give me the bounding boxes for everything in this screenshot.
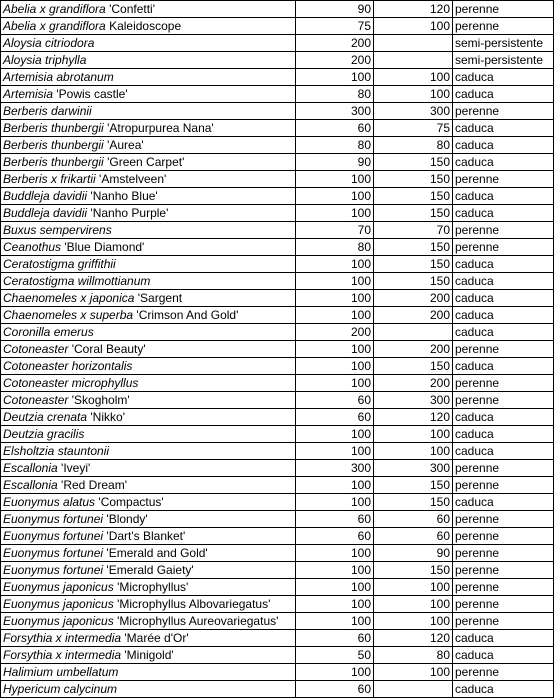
- species-genus: Euonymus japonicus: [3, 597, 114, 611]
- cell-width[interactable]: 150: [374, 494, 453, 511]
- cell-height[interactable]: 100: [296, 579, 374, 596]
- cell-species-name[interactable]: [1, 477, 296, 494]
- cell-width[interactable]: 120: [374, 630, 453, 647]
- species-genus: Buddleja davidii: [3, 189, 88, 203]
- table-row: [1, 613, 554, 630]
- cell-species-name[interactable]: [1, 681, 296, 698]
- table-row: [1, 307, 554, 324]
- species-cultivar: 'Minigold': [124, 648, 174, 662]
- cell-width[interactable]: 150: [374, 171, 453, 188]
- cell-height[interactable]: 100: [296, 256, 374, 273]
- cell-foliage-type[interactable]: caduca: [453, 273, 554, 290]
- table-row: [1, 171, 554, 188]
- cell-species-name[interactable]: [1, 188, 296, 205]
- species-genus: Deutzia crenata: [3, 410, 88, 424]
- cell-species-name[interactable]: [1, 205, 296, 222]
- cell-height[interactable]: 100: [296, 69, 374, 86]
- species-genus: Aloysia citriodora: [3, 36, 95, 50]
- cell-foliage-type[interactable]: semi-persistente: [453, 35, 554, 52]
- cell-width[interactable]: [374, 35, 453, 52]
- table-row: [1, 647, 554, 664]
- cell-foliage-type[interactable]: caduca: [453, 120, 554, 137]
- cell-width[interactable]: 60: [374, 511, 453, 528]
- species-genus: Cotoneaster microphyllus: [3, 376, 139, 390]
- species-genus: Euonymus fortunei: [3, 529, 104, 543]
- cell-species-name[interactable]: [1, 409, 296, 426]
- species-genus: Cotoneaster: [3, 342, 69, 356]
- cell-foliage-type[interactable]: semi-persistente: [453, 52, 554, 69]
- cell-height[interactable]: 50: [296, 647, 374, 664]
- cell-foliage-type[interactable]: caduca: [453, 137, 554, 154]
- cell-foliage-type[interactable]: perenne: [453, 528, 554, 545]
- cell-species-name[interactable]: [1, 18, 296, 35]
- cell-species-name[interactable]: [1, 545, 296, 562]
- cell-height[interactable]: 100: [296, 494, 374, 511]
- cell-species-name[interactable]: [1, 52, 296, 69]
- table-row: [1, 154, 554, 171]
- cell-height[interactable]: 100: [296, 664, 374, 681]
- cell-width[interactable]: [374, 324, 453, 341]
- cell-species-name[interactable]: [1, 511, 296, 528]
- cell-species-name[interactable]: [1, 290, 296, 307]
- cell-species-name[interactable]: [1, 596, 296, 613]
- cell-height[interactable]: 100: [296, 307, 374, 324]
- cell-width[interactable]: 100: [374, 18, 453, 35]
- species-cultivar: 'Emerald Gaiety': [106, 563, 194, 577]
- cell-foliage-type[interactable]: caduca: [453, 307, 554, 324]
- species-genus: Forsythia x intermedia: [3, 631, 122, 645]
- cell-species-name[interactable]: [1, 239, 296, 256]
- table-row: [1, 1, 554, 18]
- species-genus: Deutzia gracilis: [3, 427, 85, 441]
- cell-height[interactable]: 75: [296, 18, 374, 35]
- cell-species-name[interactable]: [1, 562, 296, 579]
- table-row: [1, 630, 554, 647]
- species-genus: Elsholtzia stauntonii: [3, 444, 110, 458]
- cell-height[interactable]: 60: [296, 409, 374, 426]
- cell-height[interactable]: 80: [296, 239, 374, 256]
- cell-species-name[interactable]: [1, 647, 296, 664]
- table-row: [1, 35, 554, 52]
- cell-species-name[interactable]: [1, 358, 296, 375]
- cell-width[interactable]: 100: [374, 86, 453, 103]
- cell-height[interactable]: 100: [296, 188, 374, 205]
- table-row: [1, 52, 554, 69]
- cell-foliage-type[interactable]: caduca: [453, 69, 554, 86]
- species-genus: Ceanothus: [3, 240, 62, 254]
- cell-width[interactable]: 100: [374, 426, 453, 443]
- cell-width[interactable]: 300: [374, 103, 453, 120]
- cell-foliage-type[interactable]: perenne: [453, 545, 554, 562]
- cell-height[interactable]: 90: [296, 154, 374, 171]
- cell-species-name[interactable]: [1, 35, 296, 52]
- species-cultivar: 'Nikko': [90, 410, 125, 424]
- cell-height[interactable]: 100: [296, 426, 374, 443]
- cell-width[interactable]: 120: [374, 1, 453, 18]
- cell-foliage-type[interactable]: perenne: [453, 1, 554, 18]
- species-cultivar: 'Compactus': [98, 495, 164, 509]
- species-genus: Aloysia triphylla: [3, 53, 87, 67]
- cell-species-name[interactable]: [1, 69, 296, 86]
- cell-foliage-type[interactable]: perenne: [453, 664, 554, 681]
- species-cultivar: 'Marée d'Or': [124, 631, 189, 645]
- cell-height[interactable]: 60: [296, 630, 374, 647]
- species-genus: Euonymus alatus: [3, 495, 96, 509]
- cell-width[interactable]: 300: [374, 392, 453, 409]
- species-cultivar: 'Blondy': [106, 512, 148, 526]
- cell-width[interactable]: 100: [374, 596, 453, 613]
- species-genus: Cotoneaster horizontalis: [3, 359, 133, 373]
- cell-height[interactable]: 100: [296, 477, 374, 494]
- cell-foliage-type[interactable]: caduca: [453, 681, 554, 698]
- cell-foliage-type[interactable]: perenne: [453, 375, 554, 392]
- table-row: [1, 579, 554, 596]
- cell-width[interactable]: 150: [374, 562, 453, 579]
- table-row: [1, 375, 554, 392]
- cell-species-name[interactable]: [1, 307, 296, 324]
- table-row: [1, 477, 554, 494]
- cell-width[interactable]: 150: [374, 239, 453, 256]
- cell-species-name[interactable]: [1, 86, 296, 103]
- species-genus: Berberis thunbergii: [3, 155, 104, 169]
- species-genus: Escallonia: [3, 461, 58, 475]
- cell-foliage-type[interactable]: caduca: [453, 443, 554, 460]
- cell-height[interactable]: 60: [296, 392, 374, 409]
- species-genus: Ceratostigma willmottianum: [3, 274, 151, 288]
- cell-species-name[interactable]: [1, 1, 296, 18]
- species-genus: Artemisia abrotanum: [3, 70, 114, 84]
- table-row: [1, 137, 554, 154]
- table-row: [1, 222, 554, 239]
- cell-width[interactable]: 100: [374, 613, 453, 630]
- table-row: [1, 664, 554, 681]
- species-cultivar: 'Emerald and Gold': [106, 546, 208, 560]
- cell-height[interactable]: 100: [296, 375, 374, 392]
- cell-foliage-type[interactable]: caduca: [453, 647, 554, 664]
- table-row: [1, 392, 554, 409]
- species-genus: Berberis thunbergii: [3, 138, 104, 152]
- cell-width[interactable]: [374, 52, 453, 69]
- table-row: [1, 494, 554, 511]
- cell-width[interactable]: 150: [374, 154, 453, 171]
- species-genus: Buddleja davidii: [3, 206, 88, 220]
- table-row: [1, 528, 554, 545]
- species-cultivar: 'Crimson And Gold': [136, 308, 239, 322]
- species-cultivar: 'Powis castle': [56, 87, 128, 101]
- species-genus: Buxus sempervirens: [3, 223, 112, 237]
- species-cultivar: 'Confetti': [109, 2, 156, 16]
- species-cultivar: 'Skogholm': [71, 393, 130, 407]
- species-cultivar: 'Nanho Purple': [90, 206, 169, 220]
- cell-width[interactable]: 150: [374, 188, 453, 205]
- species-cultivar: 'Aurea': [107, 138, 144, 152]
- table-row: [1, 358, 554, 375]
- cell-foliage-type[interactable]: caduca: [453, 290, 554, 307]
- cell-height[interactable]: 200: [296, 35, 374, 52]
- cell-width[interactable]: 150: [374, 273, 453, 290]
- plant-table-body: [1, 1, 554, 698]
- species-genus: Berberis x frikartii: [3, 172, 96, 186]
- species-genus: Euonymus fortunei: [3, 563, 104, 577]
- cell-foliage-type[interactable]: caduca: [453, 409, 554, 426]
- species-cultivar: 'Red Dream': [61, 478, 127, 492]
- cell-species-name[interactable]: [1, 120, 296, 137]
- cell-height[interactable]: 100: [296, 562, 374, 579]
- cell-height[interactable]: 300: [296, 103, 374, 120]
- table-row: [1, 205, 554, 222]
- cell-foliage-type[interactable]: caduca: [453, 494, 554, 511]
- cell-width[interactable]: 75: [374, 120, 453, 137]
- cell-width[interactable]: 100: [374, 664, 453, 681]
- species-genus: Ceratostigma griffithii: [3, 257, 116, 271]
- table-row: [1, 426, 554, 443]
- table-row: [1, 562, 554, 579]
- cell-height[interactable]: 100: [296, 545, 374, 562]
- cell-foliage-type[interactable]: perenne: [453, 392, 554, 409]
- cell-foliage-type[interactable]: caduca: [453, 205, 554, 222]
- cell-foliage-type[interactable]: caduca: [453, 630, 554, 647]
- species-cultivar: 'Coral Beauty': [71, 342, 146, 356]
- species-genus: Chaenomeles x superba: [3, 308, 134, 322]
- cell-foliage-type[interactable]: perenne: [453, 460, 554, 477]
- cell-height[interactable]: 60: [296, 511, 374, 528]
- cell-species-name[interactable]: [1, 494, 296, 511]
- cell-foliage-type[interactable]: perenne: [453, 477, 554, 494]
- cell-foliage-type[interactable]: perenne: [453, 171, 554, 188]
- cell-foliage-type[interactable]: caduca: [453, 358, 554, 375]
- cell-foliage-type[interactable]: perenne: [453, 222, 554, 239]
- table-row: [1, 511, 554, 528]
- table-row: [1, 239, 554, 256]
- cell-species-name[interactable]: [1, 103, 296, 120]
- cell-foliage-type[interactable]: perenne: [453, 596, 554, 613]
- cell-height[interactable]: 60: [296, 681, 374, 698]
- cell-width[interactable]: 80: [374, 137, 453, 154]
- cell-width[interactable]: 150: [374, 256, 453, 273]
- cell-species-name[interactable]: [1, 630, 296, 647]
- cell-height[interactable]: 100: [296, 613, 374, 630]
- species-cultivar: Kaleidoscope: [109, 19, 182, 33]
- cell-foliage-type[interactable]: perenne: [453, 341, 554, 358]
- cell-species-name[interactable]: [1, 460, 296, 477]
- species-genus: Euonymus japonicus: [3, 614, 114, 628]
- cell-width[interactable]: 100: [374, 69, 453, 86]
- cell-width[interactable]: 200: [374, 375, 453, 392]
- species-genus: Artemisia: [3, 87, 54, 101]
- species-cultivar: 'Sargent: [137, 291, 183, 305]
- cell-height[interactable]: 100: [296, 358, 374, 375]
- cell-species-name[interactable]: [1, 375, 296, 392]
- cell-foliage-type[interactable]: caduca: [453, 324, 554, 341]
- cell-height[interactable]: 100: [296, 171, 374, 188]
- species-genus: Berberis darwinii: [3, 104, 92, 118]
- table-row: [1, 341, 554, 358]
- cell-species-name[interactable]: [1, 154, 296, 171]
- species-cultivar: 'Microphyllus': [117, 580, 189, 594]
- table-row: [1, 443, 554, 460]
- cell-species-name[interactable]: [1, 222, 296, 239]
- species-cultivar: 'Dart's Blanket': [106, 529, 186, 543]
- cell-height[interactable]: 60: [296, 120, 374, 137]
- species-genus: Chaenomeles x japonica: [3, 291, 135, 305]
- table-row: [1, 460, 554, 477]
- cell-species-name[interactable]: [1, 664, 296, 681]
- species-genus: Berberis thunbergii: [3, 121, 104, 135]
- species-genus: Halimium umbellatum: [3, 665, 119, 679]
- species-cultivar: 'Nanho Blue': [90, 189, 158, 203]
- species-genus: Euonymus fortunei: [3, 546, 104, 560]
- cell-species-name[interactable]: [1, 324, 296, 341]
- table-row: [1, 18, 554, 35]
- cell-species-name[interactable]: [1, 579, 296, 596]
- cell-height[interactable]: 100: [296, 290, 374, 307]
- cell-foliage-type[interactable]: perenne: [453, 511, 554, 528]
- table-row: [1, 409, 554, 426]
- species-cultivar: 'Amstelveen': [99, 172, 167, 186]
- cell-foliage-type[interactable]: perenne: [453, 579, 554, 596]
- cell-height[interactable]: 80: [296, 86, 374, 103]
- cell-species-name[interactable]: [1, 613, 296, 630]
- cell-foliage-type[interactable]: perenne: [453, 613, 554, 630]
- cell-foliage-type[interactable]: perenne: [453, 103, 554, 120]
- cell-width[interactable]: 150: [374, 205, 453, 222]
- table-row: [1, 103, 554, 120]
- species-cultivar: 'Iveyi': [61, 461, 91, 475]
- cell-species-name[interactable]: [1, 341, 296, 358]
- cell-height[interactable]: 300: [296, 460, 374, 477]
- cell-foliage-type[interactable]: perenne: [453, 562, 554, 579]
- cell-height[interactable]: 100: [296, 443, 374, 460]
- cell-foliage-type[interactable]: caduca: [453, 86, 554, 103]
- cell-height[interactable]: 200: [296, 324, 374, 341]
- cell-species-name[interactable]: [1, 273, 296, 290]
- cell-species-name[interactable]: [1, 426, 296, 443]
- species-genus: Abelia x grandiflora: [3, 19, 106, 33]
- cell-width[interactable]: 120: [374, 409, 453, 426]
- species-genus: Forsythia x intermedia: [3, 648, 122, 662]
- cell-species-name[interactable]: [1, 256, 296, 273]
- cell-width[interactable]: 200: [374, 341, 453, 358]
- table-row: [1, 324, 554, 341]
- cell-foliage-type[interactable]: perenne: [453, 18, 554, 35]
- table-row: [1, 69, 554, 86]
- cell-width[interactable]: 100: [374, 443, 453, 460]
- cell-height[interactable]: 100: [296, 273, 374, 290]
- cell-species-name[interactable]: [1, 171, 296, 188]
- species-cultivar: 'Atropurpurea Nana': [107, 121, 214, 135]
- cell-species-name[interactable]: [1, 443, 296, 460]
- species-genus: Coronilla emerus: [3, 325, 94, 339]
- table-row: [1, 188, 554, 205]
- cell-height[interactable]: 80: [296, 137, 374, 154]
- cell-height[interactable]: 100: [296, 596, 374, 613]
- cell-height[interactable]: 60: [296, 528, 374, 545]
- species-cultivar: 'Green Carpet': [107, 155, 185, 169]
- cell-width[interactable]: 60: [374, 528, 453, 545]
- species-genus: Escallonia: [3, 478, 58, 492]
- cell-species-name[interactable]: [1, 137, 296, 154]
- cell-width[interactable]: 150: [374, 477, 453, 494]
- species-genus: Cotoneaster: [3, 393, 69, 407]
- cell-height[interactable]: 100: [296, 341, 374, 358]
- species-cultivar: 'Microphyllus Albovariegatus': [117, 597, 271, 611]
- species-cultivar: 'Blue Diamond': [64, 240, 145, 254]
- table-row: [1, 273, 554, 290]
- cell-height[interactable]: 90: [296, 1, 374, 18]
- cell-height[interactable]: 70: [296, 222, 374, 239]
- cell-species-name[interactable]: [1, 392, 296, 409]
- species-cultivar: 'Microphyllus Aureovariegatus': [117, 614, 279, 628]
- cell-foliage-type[interactable]: caduca: [453, 426, 554, 443]
- cell-width[interactable]: 300: [374, 460, 453, 477]
- species-genus: Euonymus japonicus: [3, 580, 114, 594]
- table-row: [1, 120, 554, 137]
- table-row: [1, 256, 554, 273]
- table-row: [1, 681, 554, 698]
- cell-width[interactable]: 70: [374, 222, 453, 239]
- table-row: [1, 86, 554, 103]
- cell-foliage-type[interactable]: caduca: [453, 188, 554, 205]
- cell-width[interactable]: 150: [374, 358, 453, 375]
- cell-width[interactable]: [374, 681, 453, 698]
- cell-width[interactable]: 100: [374, 579, 453, 596]
- table-row: [1, 545, 554, 562]
- cell-height[interactable]: 200: [296, 52, 374, 69]
- cell-width[interactable]: 90: [374, 545, 453, 562]
- species-genus: Hypericum calycinum: [3, 682, 118, 696]
- cell-foliage-type[interactable]: caduca: [453, 154, 554, 171]
- cell-species-name[interactable]: [1, 528, 296, 545]
- cell-foliage-type[interactable]: caduca: [453, 256, 554, 273]
- table-row: [1, 596, 554, 613]
- species-genus: Euonymus fortunei: [3, 512, 104, 526]
- cell-height[interactable]: 100: [296, 205, 374, 222]
- cell-width[interactable]: 200: [374, 290, 453, 307]
- cell-foliage-type[interactable]: perenne: [453, 239, 554, 256]
- table-row: [1, 290, 554, 307]
- cell-width[interactable]: 80: [374, 647, 453, 664]
- species-genus: Abelia x grandiflora: [3, 2, 106, 16]
- cell-width[interactable]: 200: [374, 307, 453, 324]
